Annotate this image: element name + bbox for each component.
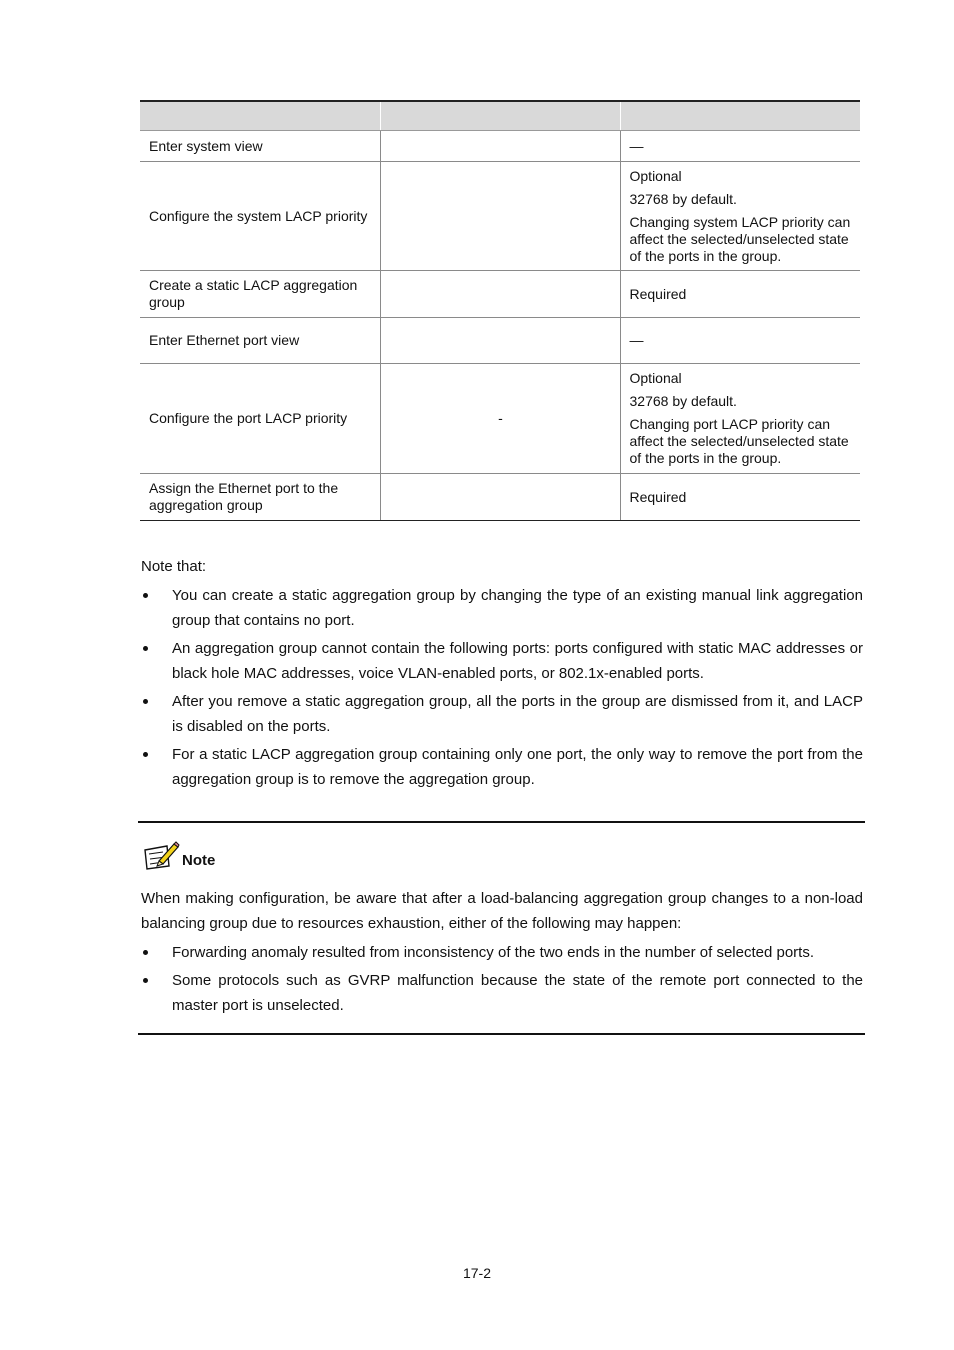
list-item: Some protocols such as GVRP malfunction because the state of the remote port connected to the master port is unselected. — [141, 968, 863, 1018]
note-paragraph: When making configuration, be aware that after a load-balancing aggregation group changes to a non-load balancing group due to resources exhaustion, either of the following may happen: — [141, 890, 863, 932]
remarks-cell — [620, 474, 860, 521]
table-row — [140, 271, 860, 318]
notes-list — [141, 583, 863, 792]
table-row — [140, 364, 860, 474]
table-row — [140, 131, 860, 162]
notes-section — [141, 554, 863, 795]
table-row — [140, 474, 860, 521]
table-row — [140, 318, 860, 364]
remark-line: 32768 by default. — [629, 393, 737, 409]
note-callout — [138, 821, 865, 1035]
note-list — [141, 940, 863, 1018]
remark-line: Changing port LACP priority can affect the selected/unselected state of the ports in the group. — [629, 416, 849, 466]
remarks-cell — [620, 364, 860, 474]
command-cell: - — [380, 364, 620, 474]
operation-cell: Configure the system LACP priority — [140, 162, 380, 271]
operation-cell: Enter system view — [140, 131, 380, 162]
remark-line: Required — [629, 488, 687, 505]
configuration-table — [140, 100, 860, 521]
header-command — [380, 101, 620, 131]
remark-line: — — [629, 332, 644, 348]
table-header-row — [140, 101, 860, 131]
list-item: After you remove a static aggregation group, all the ports in the group are dismissed from it, and LACP is disabled on the ports. — [141, 689, 863, 739]
remark-line: Changing system LACP priority can affect the selected/unselected state of the ports in the group. — [629, 213, 851, 264]
operation-cell: Assign the Ethernet port to the aggregation group — [140, 474, 380, 521]
command-cell — [380, 318, 620, 364]
page-number: 17-2 — [462, 1265, 492, 1281]
notes-intro: Note that: — [141, 558, 207, 575]
command-cell — [380, 271, 620, 318]
note-body — [141, 886, 863, 1021]
list-item: Forwarding anomaly resulted from inconsistency of the two ends in the number of selected ports. — [141, 940, 863, 965]
remark-line: Required — [629, 285, 687, 302]
operation-cell: Enter Ethernet port view — [140, 318, 380, 364]
command-cell — [380, 162, 620, 271]
command-cell — [380, 131, 620, 162]
remark-line: 32768 by default. — [629, 190, 737, 207]
remarks-cell — [620, 318, 860, 364]
operation-cell: Create a static LACP aggregation group — [140, 271, 380, 318]
note-pencil-icon — [142, 841, 180, 879]
remarks-cell — [620, 131, 860, 162]
remark-line: — — [629, 137, 644, 154]
command-cell — [380, 474, 620, 521]
remarks-cell — [620, 162, 860, 271]
remarks-cell — [620, 271, 860, 318]
list-item: An aggregation group cannot contain the following ports: ports configured with static MAC addresses or black hole MAC addresses, voice VLAN-enabled ports, or 802.1x-enabled ports. — [141, 636, 863, 686]
operation-cell: Configure the port LACP priority — [140, 364, 380, 474]
list-item: For a static LACP aggregation group containing only one port, the only way to remove the port from the aggregation group is to remove the aggregation group. — [141, 742, 863, 792]
note-title: Note — [182, 852, 216, 869]
header-operation — [140, 101, 380, 131]
remark-line: Optional — [629, 370, 682, 386]
remark-line: Optional — [629, 167, 682, 184]
list-item: You can create a static aggregation group by changing the type of an existing manual link aggregation group that contains no port. — [141, 583, 863, 633]
header-remarks — [620, 101, 860, 131]
table-row — [140, 162, 860, 271]
